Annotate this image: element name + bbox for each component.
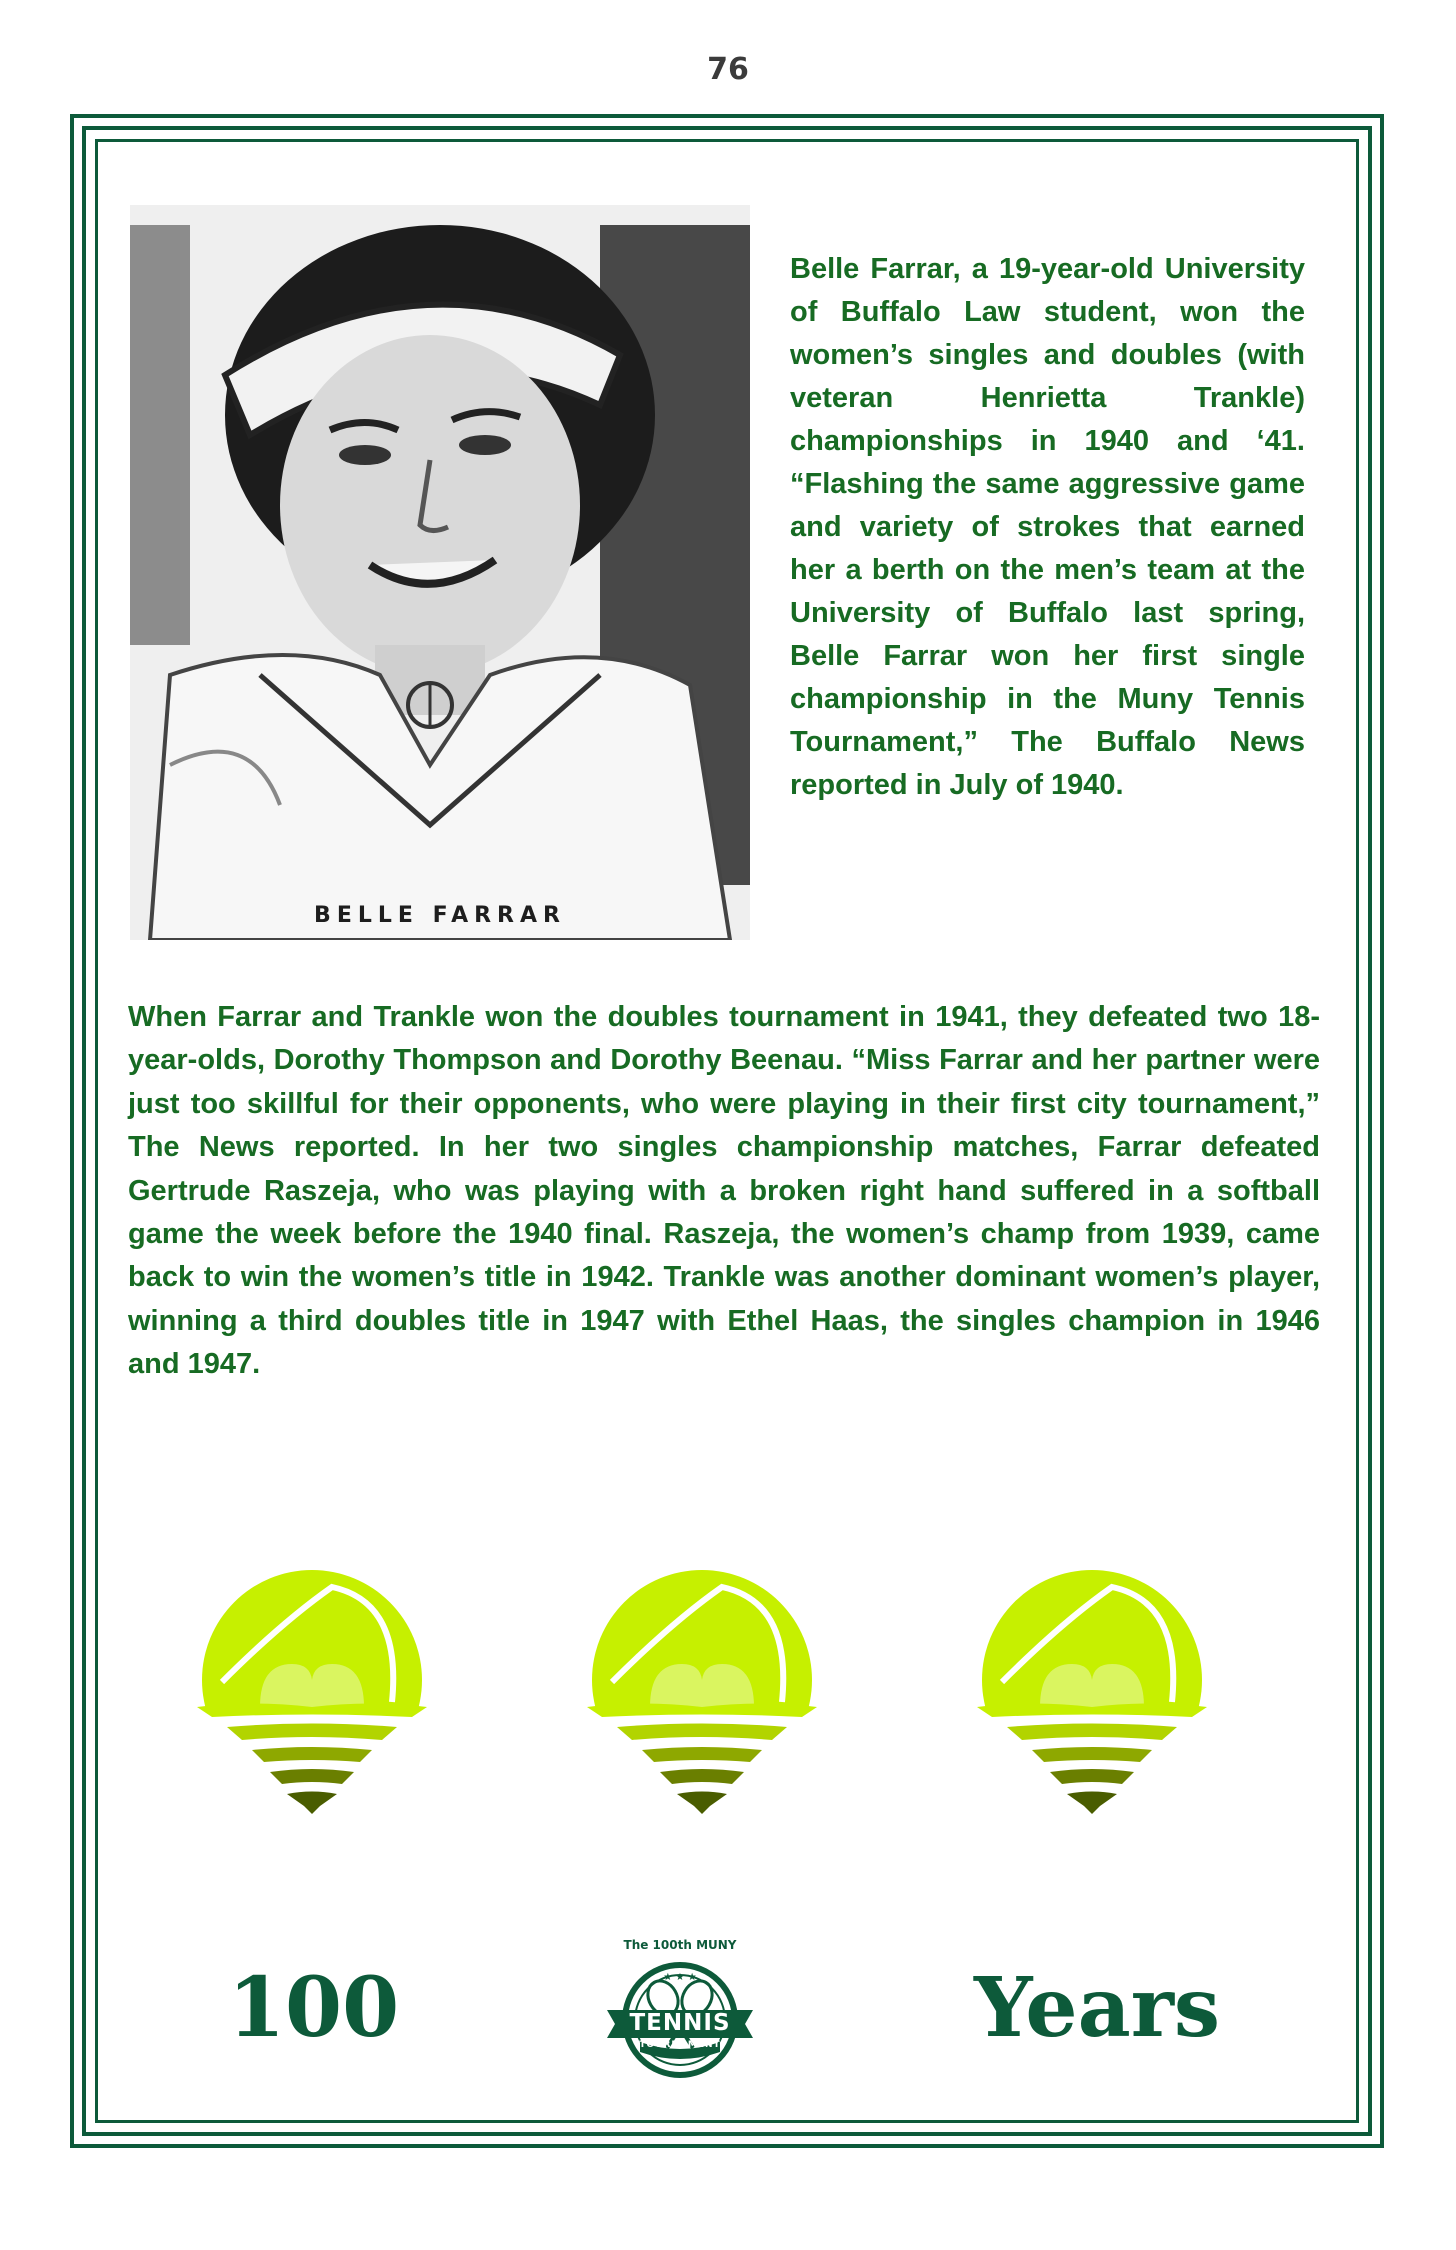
body-paragraph: When Farrar and Trankle won the doubles tournament in 1941, they defeated two 18-year-olds, Dorothy Thompson and Dorothy Beenau. “Miss Farrar and her partner were just too skillful for their opponents, who were playing in their first city tournament,” The News reported. In her two singles championship matches, Farrar defeated Gertrude Raszeja, who was playing with a broken right hand suffered in a softball game the week before the 1940 final. Raszeja, the women’s champ from 1939, came back to win the women’s title in 1942. Trankle was another dominant women’s player, winning a third doubles title in 1947 with Ethel Haas, the singles champion in 1946 and 1947.	[128, 1001, 1320, 1381]
tennis-ball-sunset-icon	[192, 1562, 432, 1817]
photo-caption: BELLE FARRAR	[314, 903, 566, 928]
tennis-ball-sunset-icon	[972, 1562, 1212, 1817]
page-number: 76	[707, 52, 749, 87]
portrait-photo	[130, 205, 750, 940]
logo-top-text: The 100th MUNY	[623, 1938, 737, 1952]
footer-years: Years	[974, 1960, 1221, 2056]
muny-tennis-logo	[605, 1938, 755, 2083]
svg-text:★ ★ ★: ★ ★ ★	[663, 1972, 697, 1983]
tennis-ball-sunset-icon	[582, 1562, 822, 1817]
logo-banner-text: TENNIS	[629, 2010, 731, 2036]
side-paragraph: Belle Farrar, a 19-year-old University of Buffalo Law student, won the women’s singles and doubles (with veteran Henrietta Trankle) championships in 1940 and ‘41. “Flashing the same aggressive game and variety of strokes that earned her a berth on the men’s team at the University of Buffalo last spring, Belle Farrar won her first single championship in the Muny Tennis Tournament,” The Buffalo News reported in July of 1940.	[790, 253, 1305, 801]
footer-100: 100	[228, 1960, 400, 2056]
logo-bottom-text: TOURNAMENT	[639, 2040, 721, 2050]
